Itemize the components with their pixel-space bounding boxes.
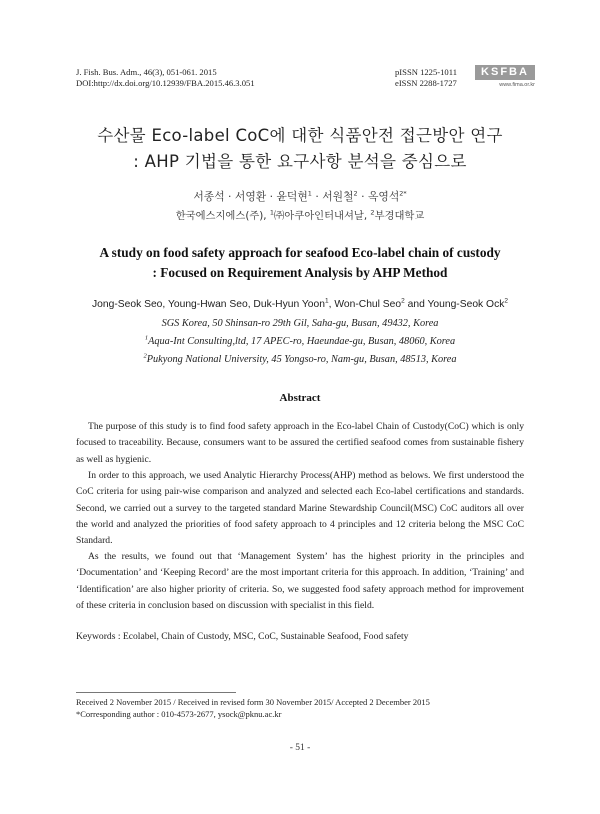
affil-en-2-text: Aqua-Int Consulting,ltd, 17 APEC-ro, Haeundae-gu, Busan, 48060, Korea xyxy=(148,336,456,347)
title-kr-line2: : AHP 기법을 통한 요구사항 분석을 중심으로 xyxy=(133,152,467,171)
author-en-sup1: 1 xyxy=(325,297,329,305)
author-kr-group2: · 서원철 xyxy=(311,190,354,203)
journal-header xyxy=(76,67,255,89)
issn-block xyxy=(395,67,457,89)
abstract-paragraph-3 xyxy=(76,549,524,614)
author-kr-sup3: 2* xyxy=(399,189,407,198)
abstract-p1-text: The purpose of this study is to find food safety approach in the Eco-label Chain of Custody(CoC) which is only focused to traceability. Because, consumers want to be assured the certified seafood comes from sustainable fishery as well as hygienic. xyxy=(76,421,524,465)
author-kr-sup1: 1 xyxy=(307,189,312,198)
affiliation-en-1: SGS Korea, 50 Shinsan-ro 29th Gil, Saha-gu, Busan, 49432, Korea xyxy=(161,318,439,329)
corresponding-author: *Corresponding author : 010-4573-2677, ysock@pknu.ac.kr xyxy=(76,709,282,719)
received-dates: Received 2 November 2015 / Received in revised form 30 November 2015/ Accepted 2 December 2015 xyxy=(76,697,430,707)
affil-kr-sup2: 2 xyxy=(370,208,375,217)
eissn: eISSN 2288-1727 xyxy=(395,78,457,88)
affiliation-en-2 xyxy=(0,336,600,347)
author-en-sup3: 2 xyxy=(504,297,508,305)
authors-kr xyxy=(0,189,600,204)
page-number: - 51 - xyxy=(289,743,311,753)
title-en-line1: A study on food safety approach for seafood Eco-label chain of custody xyxy=(99,245,501,260)
logo-url[interactable]: www.fima.or.kr xyxy=(499,82,535,88)
affil-kr-1: 한국에스지에스(주), xyxy=(175,210,270,222)
pissn: pISSN 1225-1011 xyxy=(395,67,457,77)
author-kr-group1: 서종석 · 서영환 · 윤덕현 xyxy=(193,190,308,203)
title-kr-line1: 수산물 Eco-label CoC에 대한 식품안전 접근방안 연구 xyxy=(97,126,503,145)
affil-kr-sup1: 1 xyxy=(269,208,274,217)
footnote-divider xyxy=(76,692,236,693)
abstract-paragraph-1 xyxy=(76,419,524,468)
keywords: Keywords : Ecolabel, Chain of Custody, MSC, CoC, Sustainable Seafood, Food safety xyxy=(76,631,409,642)
abstract-paragraph-2 xyxy=(76,468,524,549)
author-en-group2: , Won-Chul Seo xyxy=(328,299,402,310)
affil-en-sup2: 1 xyxy=(144,334,149,342)
abstract-heading: Abstract xyxy=(279,392,321,404)
logo-text: KSFBA xyxy=(475,65,535,80)
affil-kr-3: 부경대학교 xyxy=(374,210,425,222)
abstract-p2-text: In order to this approach, we used Analytic Hierarchy Process(AHP) method as belows. We first understood the CoC criteria for using pair-wise comparison and analyzed and selected each Eco-label certifications and standards. Second, we carried out a survey to the targeted standard Marine Stewardship Council(MSC) CoC auditors all over the world and analyzed the priorities of food safety approach to 4 principles and 12 criteria belong the MSC CoC Standard. xyxy=(76,470,524,547)
journal-citation: J. Fish. Bus. Adm., 46(3), 051-061. 2015 xyxy=(76,67,217,77)
journal-logo xyxy=(475,65,535,88)
author-kr-group3: · 옥영석 xyxy=(357,190,400,203)
abstract-p3-text: As the results, we found out that ‘Management System’ has the highest priority in the principles and ‘Documentation’ and ‘Keeping Record’ are the most important criteria for this approach. In addition, ‘Training’ and ‘Identification’ are also higher priority of criteria. So, we suggested food safety approach method for improvement of these criteria in conclusion based on discussion with specialist in this field. xyxy=(76,551,524,611)
doi-link[interactable]: DOI:http://dx.doi.org/10.12939/FBA.2015.46.3.051 xyxy=(76,78,255,88)
affiliation-en-3 xyxy=(0,354,600,365)
affil-kr-2: ㈜아쿠아인터내셔날, xyxy=(274,210,371,222)
title-en-line2: : Focused on Requirement Analysis by AHP Method xyxy=(152,265,448,280)
author-en-group1: Jong-Seok Seo, Young-Hwan Seo, Duk-Hyun Yoon xyxy=(92,299,325,310)
author-en-sup2: 2 xyxy=(401,297,405,305)
author-en-group3: and Young-Seok Ock xyxy=(404,299,505,310)
affil-en-sup3: 2 xyxy=(143,352,147,360)
authors-en xyxy=(0,299,600,310)
affiliations-kr xyxy=(0,207,600,222)
author-kr-sup2: 2 xyxy=(353,189,358,198)
affil-en-3-text: Pukyong National University, 45 Yongso-ro, Nam-gu, Busan, 48513, Korea xyxy=(146,354,457,365)
